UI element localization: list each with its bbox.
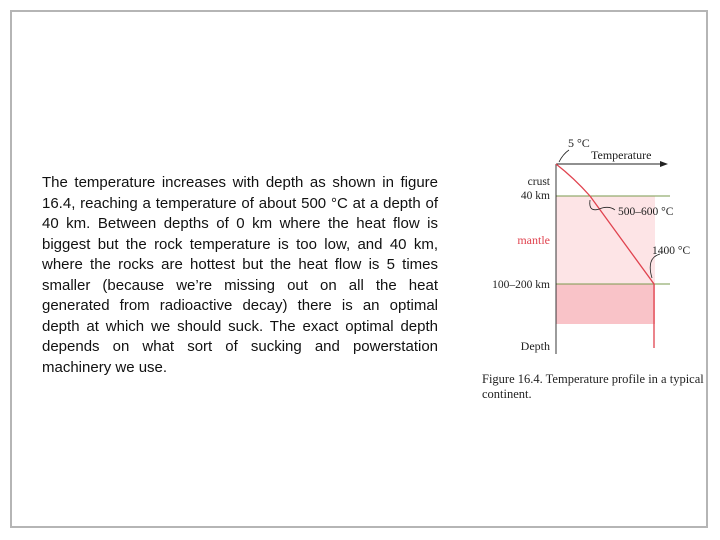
- crust-depth-label: 40 km: [520, 190, 550, 202]
- temperature-axis-arrowhead: [660, 161, 668, 167]
- crust-base-temp-label: 500–600 °C: [618, 206, 674, 218]
- surface-temp-label: 5 °C: [568, 136, 590, 150]
- mantle-depth-label: 100–200 km: [492, 279, 550, 291]
- depth-axis-label: Depth: [520, 339, 550, 353]
- temperature-profile-figure: [470, 130, 710, 410]
- lithosphere-base-band: [556, 284, 655, 324]
- surface-temp-leader: [559, 150, 569, 162]
- body-paragraph: The temperature increases with depth as shown in figure 16.4, reaching a temperature of about 500 °C at a depth of 40 km. Between depths of 0 km where the heat flow is biggest but the rock temperature is too low, and 40 km, where the rocks are hottest but the heat flow is 5 times smaller (because we’re missing out on all the heat generated from radioactive decay) there is an optimal depth at which we should suck. The exact optimal depth depends on what sort of sucking and powerstation machinery we use.: [42, 174, 438, 376]
- figure-caption: Figure 16.4. Temperature profile in a typical continent.: [482, 372, 704, 401]
- temperature-axis-label: Temperature: [591, 148, 652, 162]
- crust-label: crust: [527, 176, 550, 188]
- mantle-base-temp-label: 1400 °C: [652, 245, 691, 257]
- temperature-profile-diagram: [470, 130, 710, 370]
- mantle-label: mantle: [517, 233, 550, 247]
